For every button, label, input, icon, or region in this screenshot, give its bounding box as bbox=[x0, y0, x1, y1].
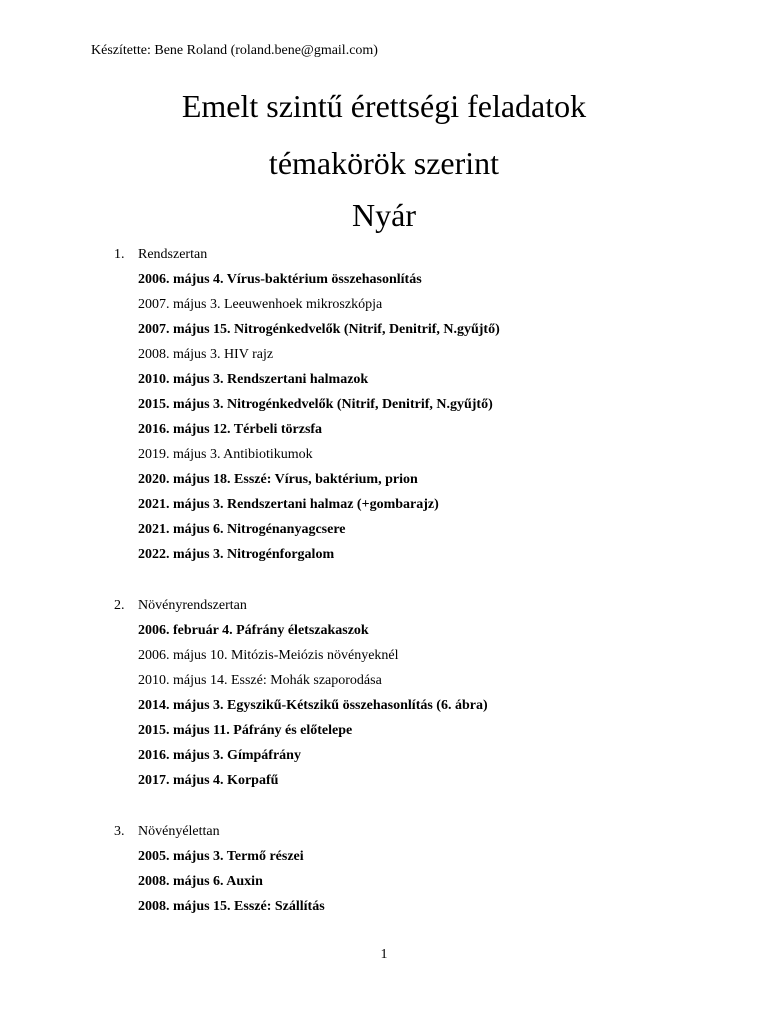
author-line: Készítette: Bene Roland (roland.bene@gmail.com) bbox=[91, 43, 378, 58]
section-title: Rendszertan bbox=[138, 247, 208, 262]
section-number: 3. bbox=[114, 824, 125, 839]
exam-task-item: 2016. május 12. Térbeli törzsfa bbox=[138, 422, 323, 437]
exam-task-item: 2008. május 3. HIV rajz bbox=[138, 347, 274, 362]
exam-task-list bbox=[138, 621, 488, 796]
exam-task-item: 2019. május 3. Antibiotikumok bbox=[138, 447, 313, 462]
exam-task-item: 2022. május 3. Nitrogénforgalom bbox=[138, 547, 335, 562]
season-heading: Nyár bbox=[352, 197, 416, 233]
section-number: 2. bbox=[114, 598, 125, 613]
exam-task-item: 2021. május 3. Rendszertani halmaz (+gombarajz) bbox=[138, 497, 439, 512]
exam-task-item: 2006. május 4. Vírus-baktérium összehasonlítás bbox=[138, 272, 422, 287]
exam-task-item: 2008. május 15. Esszé: Szállítás bbox=[138, 899, 325, 914]
exam-task-item: 2015. május 11. Páfrány és előtelepe bbox=[138, 723, 353, 738]
exam-task-item: 2014. május 3. Egyszikű-Kétszikű összehasonlítás (6. ábra) bbox=[138, 698, 488, 713]
exam-task-item: 2015. május 3. Nitrogénkedvelők (Nitrif, Denitrif, N.gyűjtő) bbox=[138, 397, 493, 412]
page-number: 1 bbox=[380, 947, 388, 962]
document-subtitle: témakörök szerint bbox=[268, 145, 500, 181]
exam-task-list bbox=[138, 847, 325, 922]
exam-task-item: 2007. május 15. Nitrogénkedvelők (Nitrif, Denitrif, N.gyűjtő) bbox=[138, 322, 500, 337]
exam-task-item: 2008. május 6. Auxin bbox=[138, 874, 263, 889]
section-title: Növényélettan bbox=[138, 824, 220, 839]
exam-task-item: 2006. május 10. Mitózis-Meiózis növényeknél bbox=[138, 648, 399, 663]
exam-task-item: 2006. február 4. Páfrány életszakaszok bbox=[138, 623, 369, 638]
exam-task-item: 2017. május 4. Korpafű bbox=[138, 773, 279, 788]
section-number: 1. bbox=[114, 247, 125, 262]
exam-task-item: 2005. május 3. Termő részei bbox=[138, 849, 304, 864]
exam-task-item: 2016. május 3. Gímpáfrány bbox=[138, 748, 301, 763]
exam-task-item: 2021. május 6. Nitrogénanyagcsere bbox=[138, 522, 346, 537]
exam-task-item: 2010. május 3. Rendszertani halmazok bbox=[138, 372, 369, 387]
section-title: Növényrendszertan bbox=[138, 598, 247, 613]
exam-task-item: 2007. május 3. Leeuwenhoek mikroszkópja bbox=[138, 297, 383, 312]
document-title: Emelt szintű érettségi feladatok bbox=[181, 88, 587, 124]
exam-task-list bbox=[138, 270, 500, 570]
exam-task-item: 2020. május 18. Esszé: Vírus, baktérium, prion bbox=[138, 472, 418, 487]
exam-task-item: 2010. május 14. Esszé: Mohák szaporodása bbox=[138, 673, 382, 688]
